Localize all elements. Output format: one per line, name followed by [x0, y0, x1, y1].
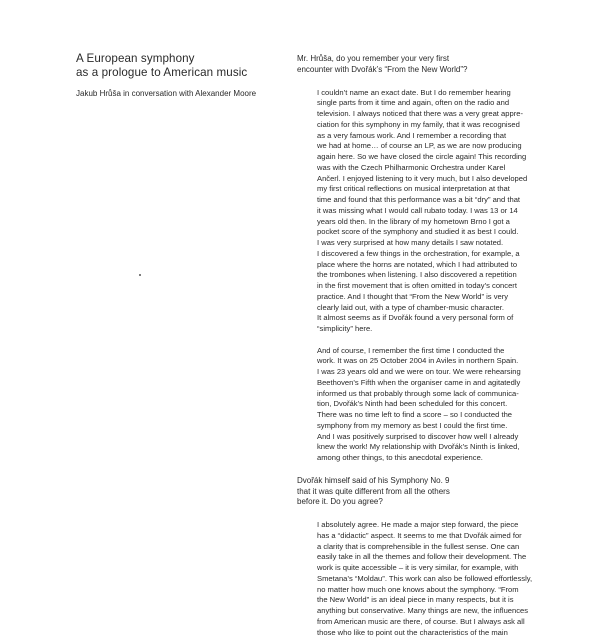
text-line: Ančerl. I enjoyed listening to it very much, but I also developed	[317, 173, 528, 183]
text-line: television. I always noticed that there was a very great appre-	[317, 109, 523, 119]
text-line: encounter with Dvořák’s “From the New World”?	[297, 64, 468, 74]
text-line: that it was quite different from all the others	[297, 486, 450, 496]
stray-dot	[139, 274, 141, 276]
text-line: ciation for this symphony in my family, that it was recognised	[317, 119, 520, 129]
text-line: single parts from it time and again, often on the radio and	[317, 98, 510, 108]
text-line: tion, Dvořák’s Ninth had been scheduled for this concert.	[317, 399, 508, 409]
text-line: knew the work! My relationship with Dvořák’s Ninth is linked,	[317, 442, 520, 452]
text-line: anything but conservative. Many things are new, the influences	[317, 606, 529, 616]
text-line: no matter how much one knows about the symphony. “From	[317, 584, 519, 594]
text-line: I couldn’t name an exact date. But I do remember hearing	[317, 87, 511, 97]
text-line: time and found that this performance was a bit “dry” and that	[317, 195, 521, 205]
text-line: again here. So we have closed the circle again! This recording	[317, 152, 527, 162]
text-line: was with the Czech Philharmonic Orchestra under Karel	[317, 162, 506, 172]
text-line: easily take in all the themes and follow their development. The	[317, 552, 527, 562]
text-line: before it. Do you agree?	[297, 497, 383, 507]
text-line: place where the horns are notated, which I had attributed to	[317, 259, 518, 269]
heading-block	[76, 52, 276, 99]
text-line: work. It was on 25 October 2004 in Aviles in northern Spain.	[317, 356, 519, 366]
text-line: I absolutely agree. He made a major step forward, the piece	[317, 520, 519, 530]
text-line: symphony from my memory as best I could the first time.	[317, 420, 508, 430]
text-line: a clarity that is comprehensible in the fullest sense. One can	[317, 541, 520, 551]
text-line: years old then. In the library of my hometown Brno I got a	[317, 216, 510, 226]
text-line: Beethoven’s Fifth when the organiser came in and agitatedly	[317, 377, 521, 387]
text-line: pocket score of the symphony and studied it as best I could.	[317, 227, 519, 237]
text-line: “simplicity” here.	[317, 324, 373, 334]
text-line: Dvořák himself said of his Symphony No. 9	[297, 475, 450, 485]
text-line: practice. And I thought that “From the New World” is very	[317, 291, 509, 301]
text-line: And of course, I remember the first time I conducted the	[317, 345, 505, 355]
text-line: from American music are there, of course. But I always ask all	[317, 616, 525, 626]
text-line: the New World” is an ideal piece in many respects, but it is	[317, 595, 514, 605]
text-line: has a “didactic” aspect. It seems to me that Dvořák aimed for	[317, 530, 522, 540]
text-line: And I was positively surprised to discover how well I already	[317, 431, 519, 441]
answer-2	[317, 520, 577, 638]
text-line: Smetana’s “Moldau”. This work can also be followed effortlessly,	[317, 573, 533, 583]
text-line: It almost seems as if Dvořák found a very personal form of	[317, 313, 514, 323]
text-line: Mr. Hrůša, do you remember your very first	[297, 54, 450, 63]
text-line: it was missing what I would call rubato today. I was 13 or 14	[317, 205, 518, 215]
text-line: clearly laid out, with a type of chamber-music character.	[317, 302, 504, 312]
answer-paragraph	[317, 346, 577, 464]
text-line: in the first movement that is often omitted in today’s concert	[317, 281, 517, 291]
text-line: my first critical reflections on musical interpretation at that	[317, 184, 510, 194]
text-line: work is quite accessible – it is very similar, for example, with	[317, 563, 519, 573]
answer-1	[317, 88, 577, 464]
question-1	[297, 54, 577, 76]
question-2	[297, 476, 577, 508]
answer-paragraph	[317, 88, 577, 335]
answer-paragraph	[317, 520, 577, 638]
text-line: as a very famous work. And I remember a recording that	[317, 130, 507, 140]
article-title	[76, 52, 276, 80]
text-line: informed us that probably through some lack of communica-	[317, 388, 519, 398]
text-line: I was very surprised at how many details I saw notated.	[317, 238, 504, 248]
text-line: we had at home… of course an LP, as we are now producing	[317, 141, 522, 151]
title-line: as a prologue to American music	[76, 66, 248, 79]
text-line: those who like to point out the characteristics of the main	[317, 627, 508, 637]
text-line: There was no time left to find a score – so I conducted the	[317, 410, 513, 420]
article-subtitle: Jakub Hrůša in conversation with Alexander Moore	[76, 89, 257, 98]
text-line: among other things, to this anecdotal experience.	[317, 453, 483, 463]
text-line: I was 23 years old and we were on tour. We were rehearsing	[317, 367, 521, 377]
title-line: A European symphony	[76, 52, 195, 65]
text-line: the trombones when listening. I also discovered a repetition	[317, 270, 517, 280]
text-line: I discovered a few things in the orchestration, for example, a	[317, 248, 520, 258]
interview-column	[297, 54, 577, 638]
